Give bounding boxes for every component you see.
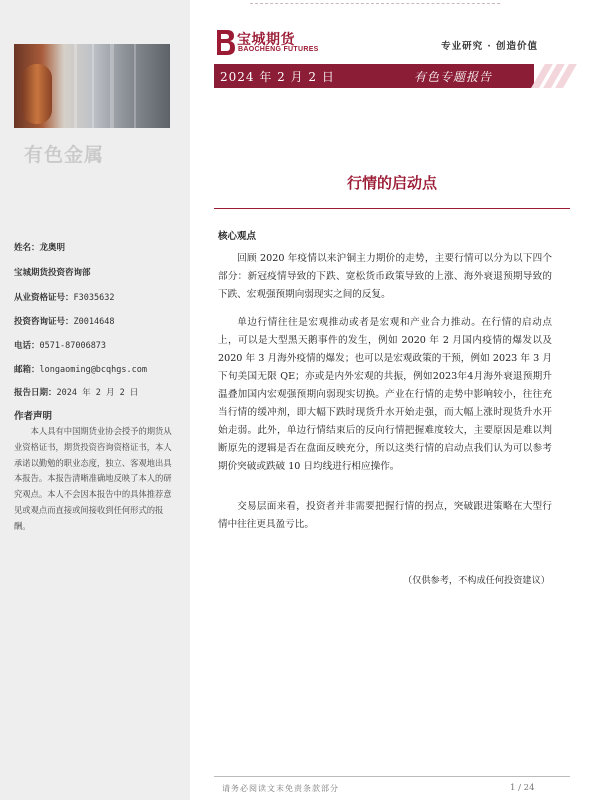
department: 宝城期货投资咨询部 [14,268,91,278]
logo-text-cn: 宝城期货 [237,32,295,48]
footer-disclaimer: 请务必阅读文末免责条款部分 [222,784,339,793]
logo-icon [214,28,236,56]
logo-text-en: BAOCHENG FUTURES [238,46,319,53]
analyst-name: 姓名：龙奥明 [14,243,66,253]
consulting-number: 投资咨询证号：Z0014648 [14,317,115,327]
top-strip [250,0,500,4]
qualification-number: 从业资格证号：F3035632 [14,293,115,303]
paragraph: 单边行情往往是宏观推动或者是宏观和产业合力推动。在行情的启动点上，可以是大型黑天鹅事件的发生，例如 2020 年 2 月国内疫情的爆发以及 2020 年 3 月海外疫情的爆发；也可以是宏观政策的干预，例如 2023 年 3 月下旬美国无限 QE；亦或是内外宏观的共振，例如2023年4月海外衰退预期升温叠加国内宏观强预期向弱现实切换。产业在行情的走势中影响较小，往往充当行情的缓冲剂，即大幅下跌时现货升水开始走强，而大幅上涨时现货升水开始走弱。此外，单边行情结束后的反向行情把握难度较大，主要原因是难以判断原先的逻辑是否在盘面反映充分，所以这类行情的启动点我们认为可以参考期价突破或跌破 10 日均线进行相应操作。 [218,317,552,472]
copper-coil-image [22,64,52,124]
reference-note: （仅供参考，不构成任何投资建议） [403,575,550,586]
paragraph: 交易层面来看，投资者并非需要把握行情的拐点，突破跟进策略在大型行情中往往更具盈亏比。 [218,501,552,530]
page-number: 1 / 24 [510,783,535,793]
report-date: 报告日期：2024 年 2 月 2 日 [14,388,139,398]
cover-photo [14,44,170,128]
section-title: 核心观点 [218,231,257,242]
footer-divider [214,776,570,777]
report-type: 有色专题报告 [414,70,493,84]
report-date-banner: 2024 年 2 月 2 日 [220,70,335,84]
header-banner [214,64,570,88]
title-divider [214,208,570,209]
page-title: 行情的启动点 [346,174,437,192]
phone: 电话：0571-87006873 [14,341,107,351]
sidebar [0,0,190,800]
paragraph: 回顾 2020 年疫情以来沪铜主力期价的走势，主要行情可以分为以下四个部分：新冠疫情导致的下跌、宽松货币政策导致的上涨、海外衰退预期导致的下跌、宏观强预期向弱现实之间的反复。 [218,253,552,300]
email: 邮箱：longaoming@bcqhgs.com [14,365,147,375]
sector-title: 有色金属 [24,144,105,166]
slogan: 专业研究 · 创造价值 [441,41,538,52]
declaration-body: 本人具有中国期货业协会授予的期货从业资格证书，期货投资咨询资格证书，本人承诺以勤勉的职业态度，独立、客观地出具本报告。本报告清晰准确地反映了本人的研究观点。本人不会因本报告中的具体推荐意见或观点而直接或间接收到任何形式的报酬。 [14,426,172,531]
company-logo [214,28,324,58]
declaration-title: 作者声明 [14,411,53,422]
